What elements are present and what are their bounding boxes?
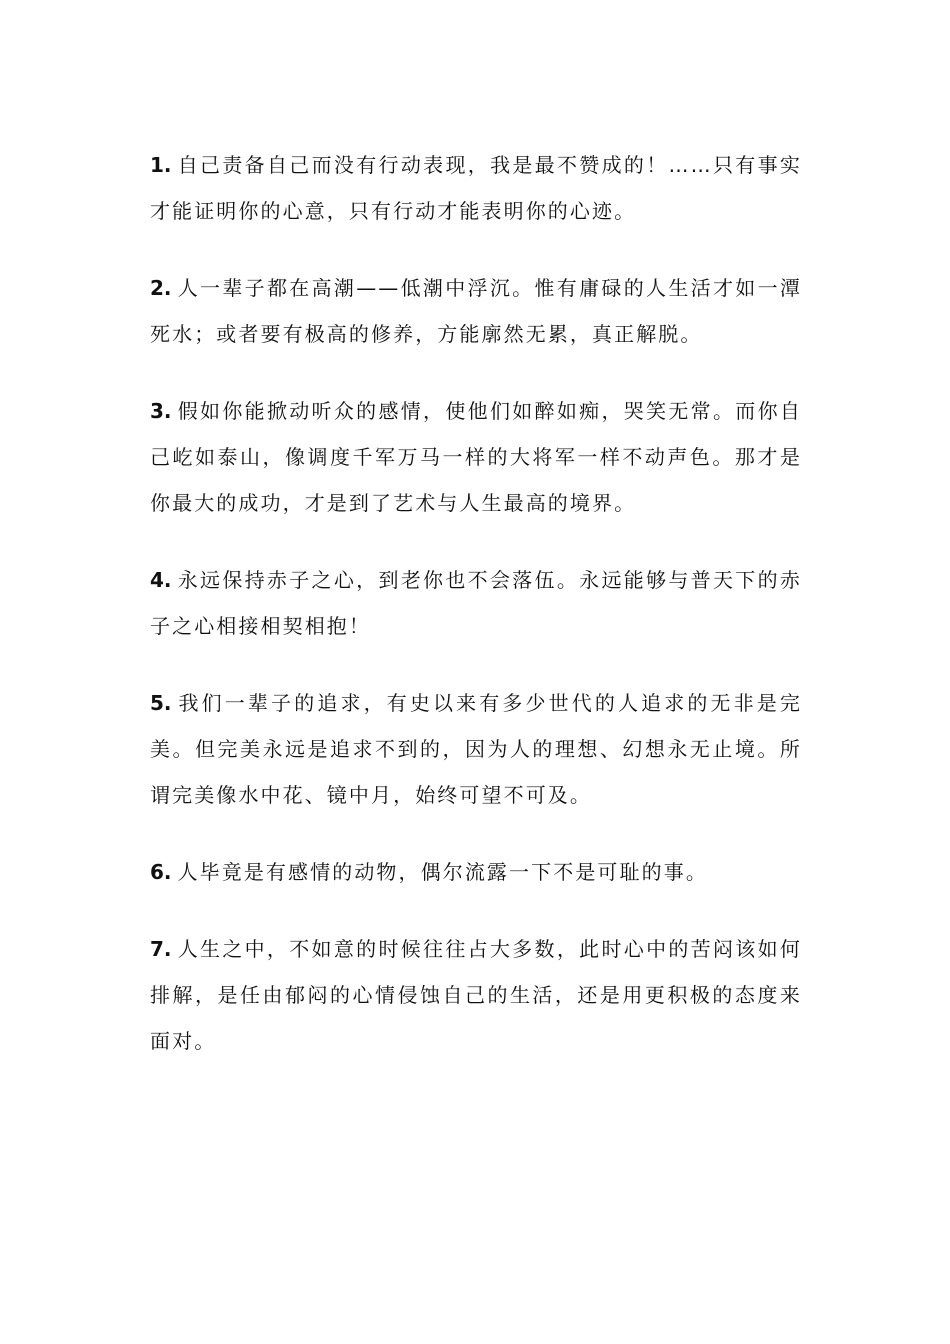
quote-text: 人一辈子都在高潮——低潮中浮沉。惟有庸碌的人生活才如一潭死水；或者要有极高的修养，方能廓然无累，真正解脱。: [150, 276, 802, 346]
quote-item-5: [150, 680, 802, 818]
quote-number: 4.: [150, 568, 172, 592]
quote-number: 3.: [150, 399, 172, 423]
quote-item-7: [150, 926, 802, 1064]
quote-number: 5.: [150, 691, 172, 715]
quote-number: 1.: [150, 153, 172, 177]
quote-item-2: [150, 265, 802, 357]
quote-number: 2.: [150, 276, 172, 300]
quote-number: 6.: [150, 860, 172, 884]
quote-item-4: [150, 557, 802, 649]
quote-list: [150, 142, 802, 1064]
quote-text: 永远保持赤子之心，到老你也不会落伍。永远能够与普天下的赤子之心相接相契相抱！: [150, 568, 802, 638]
quote-number: 7.: [150, 937, 172, 961]
quote-text: 人生之中，不如意的时候往往占大多数，此时心中的苦闷该如何排解，是任由郁闷的心情侵蚀自己的生活，还是用更积极的态度来面对。: [150, 937, 802, 1053]
quote-item-1: [150, 142, 802, 234]
quote-item-3: [150, 388, 802, 526]
quote-text: 自己责备自己而没有行动表现，我是最不赞成的！……只有事实才能证明你的心意，只有行动才能表明你的心迹。: [150, 153, 802, 223]
quote-text: 我们一辈子的追求，有史以来有多少世代的人追求的无非是完美。但完美永远是追求不到的，因为人的理想、幻想永无止境。所谓完美像水中花、镜中月，始终可望不可及。: [150, 691, 802, 807]
quote-text: 人毕竟是有感情的动物，偶尔流露一下不是可耻的事。: [177, 860, 708, 884]
quote-text: 假如你能掀动听众的感情，使他们如醉如痴，哭笑无常。而你自己屹如泰山，像调度千军万马一样的大将军一样不动声色。那才是你最大的成功，才是到了艺术与人生最高的境界。: [150, 399, 802, 515]
quote-item-6: [150, 849, 802, 895]
